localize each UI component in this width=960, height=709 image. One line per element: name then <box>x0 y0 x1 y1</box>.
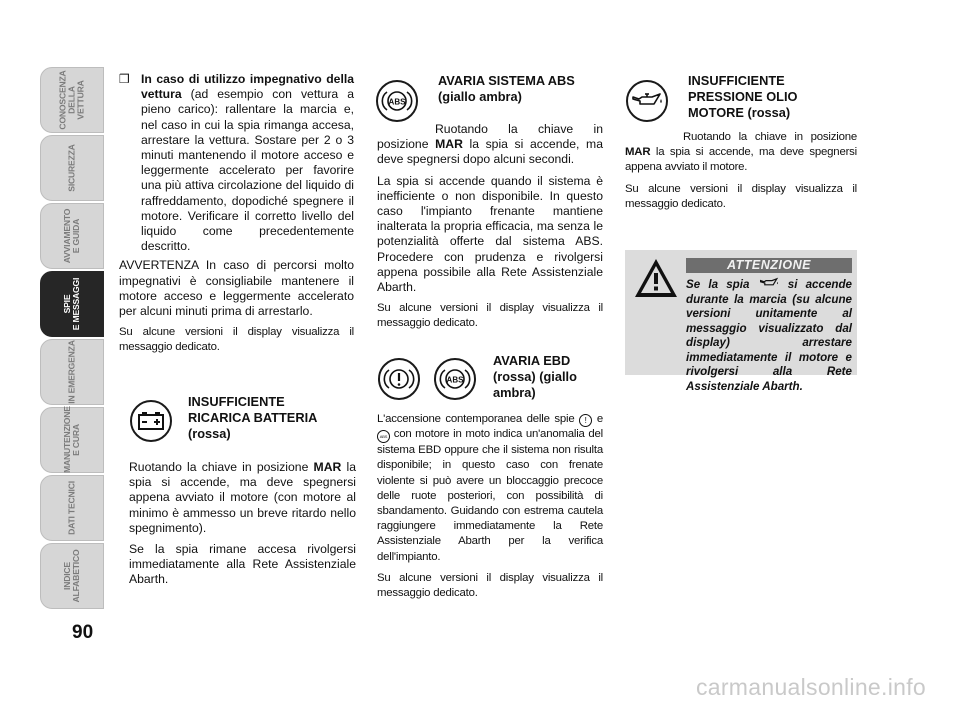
svg-text:ABS: ABS <box>446 375 464 385</box>
tab-dati-tecnici[interactable] <box>40 475 104 541</box>
page-number: 90 <box>72 622 94 643</box>
brake-warning-icon <box>378 358 420 400</box>
bullet-paragraph <box>119 72 354 258</box>
battery-text: Ruotando la chiave in posizione MAR la spia si accende, ma deve spegnersi appena avviato il motore (con motore al minimo è ammesso un breve ritardo nello spegnimento). Se la spia rimane accesa rivolgersi immediatamente alla Rete Assistenziale Abarth. <box>129 460 356 587</box>
tab-label: CONOSCENZA DELLA VETTURA <box>57 70 86 130</box>
attenzione-box <box>625 250 857 393</box>
abs-icon: ABS <box>377 430 390 443</box>
abs-text-2: La spia si accende quando il sistema è inefficiente o non disponibile. In questo caso l'impianto frenante mantiene inalterata la propria efficacia, ma senza le potenzialità offerte dal sistema ABS. Procedere con prudenza e rivolgersi appena possibile alla Rete Assistenziale Abarth. <box>377 173 603 295</box>
tab-label: AVVIAMENTO E GUIDA <box>62 208 81 264</box>
tab-conoscenza[interactable] <box>40 67 104 133</box>
tab-sicurezza[interactable] <box>40 135 104 201</box>
abs-icon <box>376 80 418 122</box>
tab-label: INDICE ALFABETICO <box>62 549 81 603</box>
svg-text:ABS: ABS <box>388 97 406 107</box>
oil-can-icon <box>626 80 668 122</box>
abs-icon <box>434 358 476 400</box>
tab-label: IN EMERGENZA <box>66 340 77 404</box>
tab-spie-messaggi[interactable] <box>40 271 104 337</box>
bullet-marker: ❒ <box>119 72 130 86</box>
oil-can-icon <box>758 277 780 289</box>
bullet-text: (ad esempio con vettura a pieno carico): rallentare la marcia e, nel caso in cui la spia rimanga accesa, arrestare la vettura. Sostare per 2 o 3 minuti mantenendo il motore acceso e leggermente accelerato per favorire una più attiva circolazione del liquido di raffreddamento, dopodiché spegnere il motore. Verificare il corretto livello del liquido come precedentemente descritto. <box>141 87 354 254</box>
battery-text-2: Se la spia rimane accesa rivolgersi immediatamente alla Rete Assistenziale Abarth. <box>129 542 356 587</box>
avvertenza-text: AVVERTENZA In caso di percorsi molto impegnativi è consigliabile mantenere il motore acceso e leggermente accelerato per alcuni minuti prima di arrestarlo. <box>119 258 354 319</box>
oil-text: Ruotando la chiave in posizione MAR la spia si accende, ma deve spegnersi appena avviato il motore. Su alcune versioni il display visualizza il messaggio dedicato. <box>625 130 857 218</box>
tab-label: SICUREZZA <box>66 144 77 192</box>
oil-text-2: Su alcune versioni il display visualizza il messaggio dedicato. <box>625 182 857 210</box>
ebd-text: L'accensione contemporanea delle spie ! e ABS con motore in moto indica un'anomalia del sistema EBD oppure che il sistema non risulta disponibile; in questo caso con frenate violente si può avere un bloccaggio precoce delle ruote posteriori, con possibilità di sbandamento. Guidando con estrema cautela raggiungere immediatamente la Rete Assistenziale Abarth per la verifica dell'impianto. Su alcune versioni il display visualizza il messaggio dedicato. <box>377 412 603 607</box>
tab-emergenza[interactable] <box>40 339 104 405</box>
ebd-heading: AVARIA EBD (rossa) (giallo ambra) <box>493 353 577 400</box>
tab-label: MANUTENZIONE E CURA <box>62 406 81 473</box>
column-1 <box>119 72 354 362</box>
abs-text: Ruotando la chiave in posizione MAR la spia si accende, ma deve spegnersi dopo alcuni secondi. La spia si accende quando il sistema è inefficiente o non disponibile. In questo caso l'impianto frenante mantiene inalterata la propria efficacia, ma senza le potenzialità offerte dal sistema ABS. Procedere con prudenza e rivolgersi appena possibile alla Rete Assistenziale Abarth. Su alcune versioni il display visualizza il messaggio dedicato. <box>377 122 603 338</box>
tab-avviamento[interactable] <box>40 203 104 269</box>
ebd-text-2: Su alcune versioni il display visualizza il messaggio dedicato. <box>377 571 603 600</box>
tab-label: DATI TECNICI <box>66 481 77 535</box>
abs-heading: AVARIA SISTEMA ABS (giallo ambra) <box>438 73 575 104</box>
tab-indice[interactable] <box>40 543 104 609</box>
abs-text-3: Su alcune versioni il display visualizza il messaggio dedicato. <box>377 302 603 330</box>
battery-heading: INSUFFICIENTE RICARICA BATTERIA (rossa) <box>188 394 317 441</box>
battery-icon <box>130 400 172 442</box>
attenzione-banner: ATTENZIONE <box>686 258 852 273</box>
display-note: Su alcune versioni il display visualizza il messaggio dedicato. <box>119 326 354 354</box>
brake-warning-icon: ! <box>579 414 592 427</box>
attenzione-text: Se la spia si accende durante la marcia (su alcune versioni unitamente al messaggio visualizzato dal display) arrestare immediatamente il motore e rivolgersi alla Rete Assistenziale Abarth. <box>686 278 852 393</box>
tab-manutenzione[interactable] <box>40 407 104 473</box>
watermark: carmanualsonline.info <box>695 674 926 700</box>
bullet-bold: In caso di utilizzo impegnativo della vettura <box>141 72 354 102</box>
tab-label: SPIE E MESSAGGI <box>62 277 81 331</box>
oil-heading: INSUFFICIENTE PRESSIONE OLIO MOTORE (rossa) <box>688 73 798 120</box>
